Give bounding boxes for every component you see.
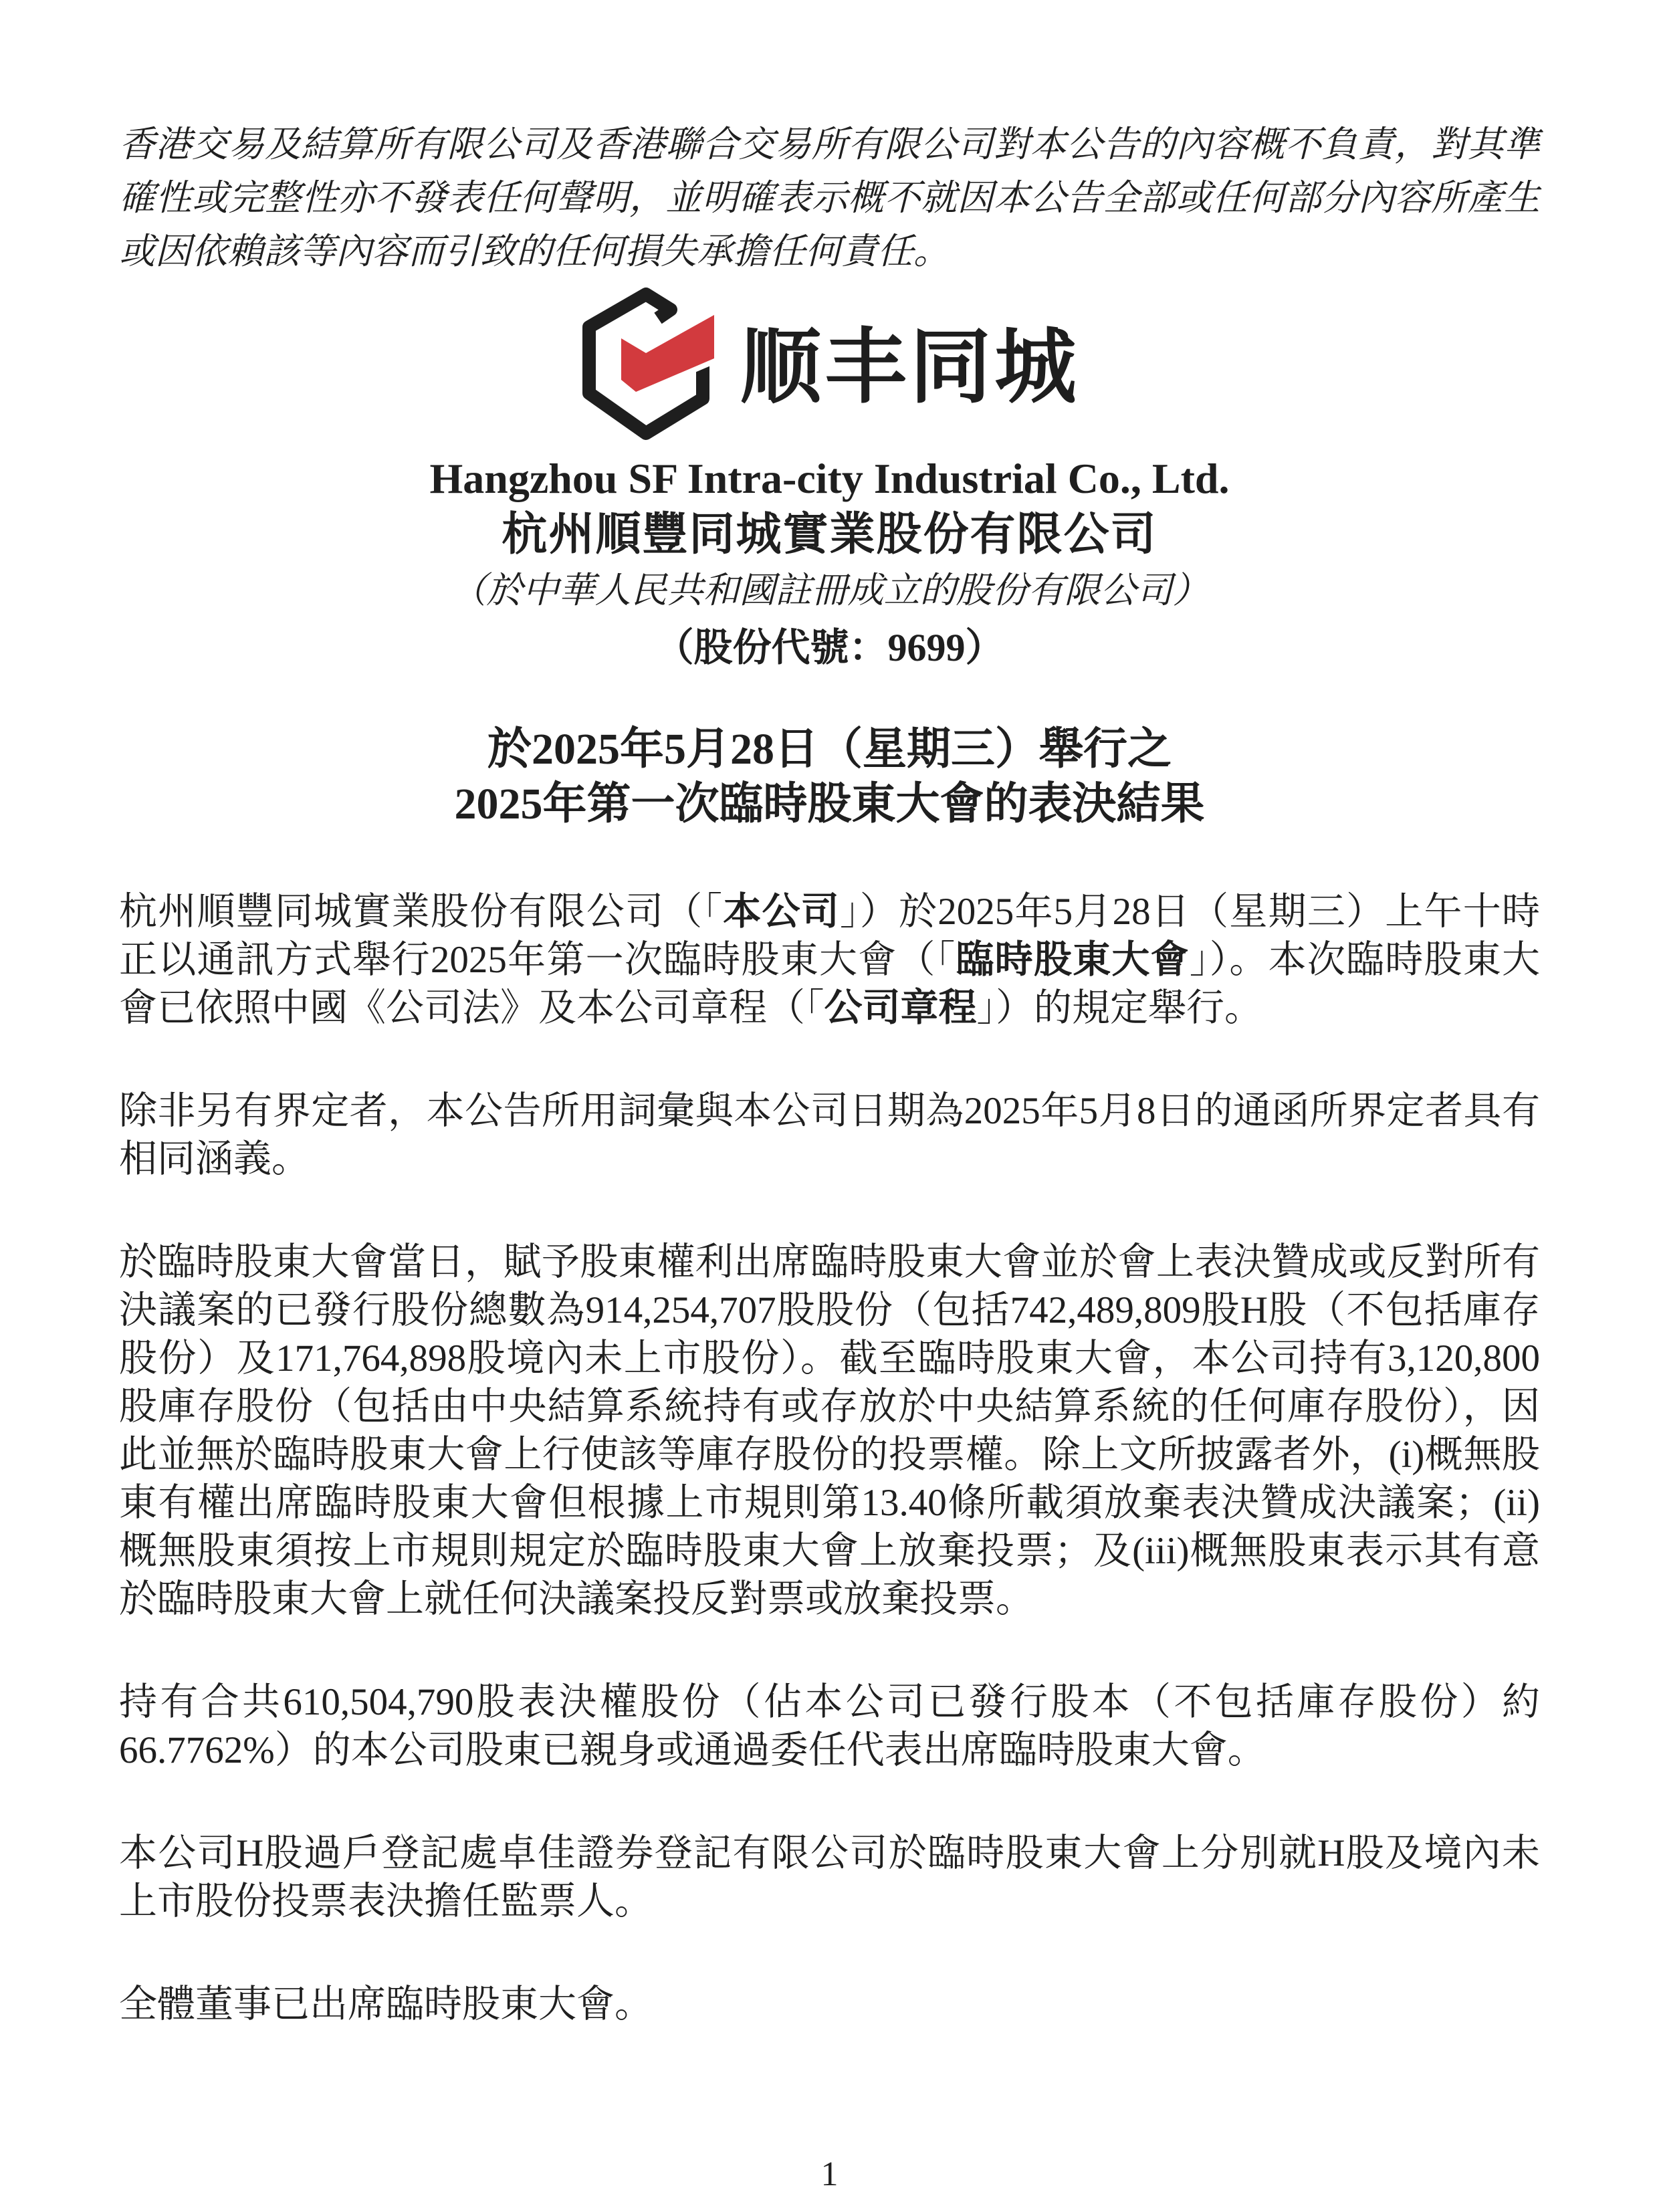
logo-wordmark: 顺丰同城 [740,320,1080,415]
company-name-chinese: 杭州順豐同城實業股份有限公司 [502,509,1157,560]
body-paragraph-3: 於臨時股東大會當日，賦予股東權利出席臨時股東大會並於會上表決贊成或反對所有決議案的已發行股份總數為914,254,707股股份（包括742,489,809股H股（不包括庫存股份）及171,764,898股境內未上市股份）。截至臨時股東大會，本公司持有3,120,800股庫存股份（包括由中央結算系統持有或存放於中央結算系統的任何庫存股份），因此並無於臨時股東大會上行使該等庫存股份的投票權。除上文所披露者外，(i)概無股東有權出席臨時股東大會但根據上市規則第13.40條所載須放棄表決贊成決議案；(ii)概無股東須按上市規則規定於臨時股東大會上放棄投票；及(iii)概無股東表示其有意於臨時股東大會上就任何決議案投反對票或放棄投票。 [119,1241,1540,1620]
announcement-title-line-1: 於2025年5月28日（星期三）舉行之 [487,725,1172,774]
page-number: 1 [820,2155,839,2193]
body-paragraph-1: 杭州順豐同城實業股份有限公司（「本公司」）於2025年5月28日（星期三）上午十時正以通訊方式舉行2025年第一次臨時股東大會（「臨時股東大會」）。本次臨時股東大會已依照中國《公司法》及本公司章程（「公司章程」）的規定舉行。 [119,891,1541,1029]
stock-code: （股份代號：9699） [655,626,1004,669]
announcement-title-line-2: 2025年第一次臨時股東大會的表決結果 [454,780,1205,828]
body-paragraph-4: 持有合共610,504,790股表決權股份（佔本公司已發行股本（不包括庫存股份）約66.7762%）的本公司股東已親身或通過委任代表出席臨時股東大會。 [119,1681,1540,1771]
announcement-body [119,888,1540,2029]
incorporation-note: （於中華人民共和國註冊成立的股份有限公司） [450,570,1209,611]
sf-intracity-emblem-icon [580,285,719,445]
company-name-english: Hangzhou SF Intra-city Industrial Co., Ltd. [429,455,1230,502]
exchange-disclaimer: 香港交易及結算所有限公司及香港聯合交易所有限公司對本公告的內容概不負責，對其準確性或完整性亦不發表任何聲明，並明確表示概不就因本公告全部或任何部分內容所產生或因依賴該等內容而引致的任何損失承擔任何責任。 [119,124,1540,271]
company-logo [119,285,1540,445]
body-paragraph-5: 本公司H股過戶登記處卓佳證券登記有限公司於臨時股東大會上分別就H股及境內未上市股份投票表決擔任監票人。 [119,1832,1540,1922]
body-paragraph-6: 全體董事已出席臨時股東大會。 [119,1983,653,2025]
body-paragraph-2: 除非另有界定者，本公告所用詞彙與本公司日期為2025年5月8日的通函所界定者具有相同涵義。 [119,1090,1540,1180]
announcement-title [119,722,1540,832]
